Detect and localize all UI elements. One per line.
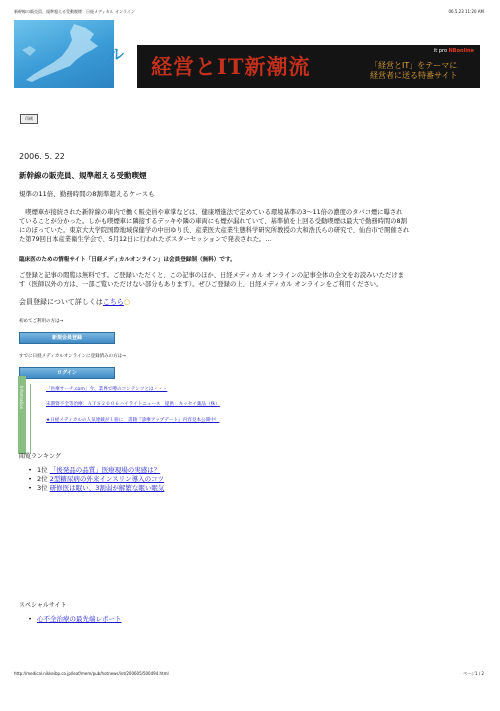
- membership-body: [19, 271, 404, 289]
- information-label: Information: [19, 386, 24, 410]
- banner-brand-prefix: it pro: [433, 48, 448, 54]
- banner-brand: [434, 48, 474, 54]
- register-button[interactable]: 新規会員登録: [19, 332, 115, 344]
- banner-title: 経営とIT新潮流: [151, 54, 311, 79]
- information-sidebar: [18, 376, 26, 454]
- special-link[interactable]: 心不全治療の最先端レポート: [37, 615, 122, 623]
- article-lead-line: 喫煙車が接続された新幹線の車内で働く販売員や車掌などは、健康増進法で定めている環境基準の3～11倍の濃度のタバコ煙に曝され: [19, 209, 403, 216]
- ranking-rank: 3位: [37, 484, 48, 492]
- article-lead-line: た第79回日本産業衛生学会で、5月12日に行われたポスターセッションで発表された。...: [19, 236, 272, 243]
- membership-body-line: ご登録と記事の閲覧は無料です。ご登録いただくと、この記事のほか、日経メディカル オンラインの記事全体の全文をお読みいただけま: [19, 272, 404, 279]
- login-button[interactable]: ログイン: [19, 367, 115, 379]
- logo-partial-text: ル: [108, 45, 125, 64]
- ranking-item: [28, 475, 164, 484]
- info-link-2[interactable]: 末期腎不全等治療：ＡＴＳ２００６ハイライトニュース 提供：キッセイ薬品（株）: [46, 402, 220, 407]
- article-lead-line: ていることが分かった。しかも喫煙車に隣接するデッキや隣の車両にも煙が漏れていて、基準値を上回る受動喫煙は最大で勤務時間の8割: [19, 218, 407, 225]
- ranking-item: [28, 466, 164, 475]
- bullet-icon: •: [28, 466, 32, 474]
- print-header-title: 新幹線の販売員、規準超える受動喫煙：日経メディカル オンライン: [14, 9, 135, 14]
- ranking-list: [28, 466, 164, 493]
- membership-notice: 臨床医のための情報サイト「日経メディカルオンライン」は会員登録制（無料）です。: [19, 257, 236, 263]
- banner-tagline-2: 経営者に送る特番サイト: [370, 71, 458, 80]
- site-logo[interactable]: [14, 20, 114, 88]
- print-footer-page: ページ1 / 2: [463, 671, 484, 676]
- membership-details: [19, 297, 130, 307]
- ranking-item: [28, 484, 164, 493]
- arrow-circle-icon: ○: [123, 298, 130, 306]
- special-item: [28, 615, 122, 624]
- ranking-rank: 2位: [37, 475, 48, 483]
- info-link-1[interactable]: 「医療サーチ.com」今、業界で噂のコンテンツとは・・・: [46, 387, 168, 392]
- banner-tagline-1: 「経営とIT」をテーマに: [370, 61, 458, 70]
- special-title: スペシャルサイト: [19, 602, 67, 609]
- info-link-3[interactable]: ★日経メディカルの人気連載が１冊に 書籍『診療アップデート』内容見本公開中！: [46, 418, 220, 423]
- bullet-icon: •: [28, 484, 32, 492]
- banner-tagline: [370, 61, 457, 81]
- banner-brand-name: NBonline: [448, 48, 474, 54]
- membership-details-prefix: 会員登録について詳しくは: [19, 298, 103, 306]
- member-label: すでに日経メディカルオンラインに登録済みの方は→: [19, 354, 126, 359]
- print-button[interactable]: 印刷: [20, 114, 38, 124]
- ranking-link[interactable]: 研修医は眠い、3割弱が解繁な眠い眠気: [49, 484, 165, 492]
- article-date: 2006. 5. 22: [19, 152, 65, 161]
- japan-map-icon: [14, 20, 114, 88]
- ranking-title: 閲覧ランキング: [19, 453, 61, 460]
- special-list: [28, 615, 122, 624]
- banner-ad[interactable]: [137, 45, 480, 88]
- article-lead: [19, 208, 489, 244]
- print-header-datetime: 06.5.23 11:20 AM: [448, 9, 484, 14]
- membership-details-link[interactable]: こちら: [102, 298, 124, 306]
- print-footer-url: http://medical.nikkeibp.co.jp/leaf/mem/pub/hotnews/int/200605/500494.html: [14, 671, 169, 676]
- membership-body-line: す（医師以外の方は、一部ご覧いただけない部分もあります）。ぜひご登録の上、日経メディカル オンラインをご利用ください。: [19, 281, 383, 288]
- bullet-icon: •: [28, 475, 32, 483]
- first-time-label: 初めてご利用の方は→: [19, 319, 64, 324]
- ranking-link[interactable]: 2型糖尿病の外来インスリン導入のコツ: [49, 475, 165, 483]
- article-subhead: 規準の11倍、勤務時間の8割準超えるケースも: [19, 190, 155, 198]
- ranking-link[interactable]: 「後発品の品質」医療現場の実感は？: [49, 466, 161, 474]
- article-lead-line: にのぼっていた。東京大大学院国際地域保健学の中田ゆり氏、産業医大産業生態科学研究所教授の大和浩氏らの研究で、仙台市で開催され: [19, 227, 410, 234]
- bullet-icon: •: [28, 615, 32, 623]
- ranking-rank: 1位: [37, 466, 48, 474]
- article-headline: 新幹線の販売員、規準超える受動喫煙: [19, 171, 147, 180]
- info-divider: [30, 384, 35, 454]
